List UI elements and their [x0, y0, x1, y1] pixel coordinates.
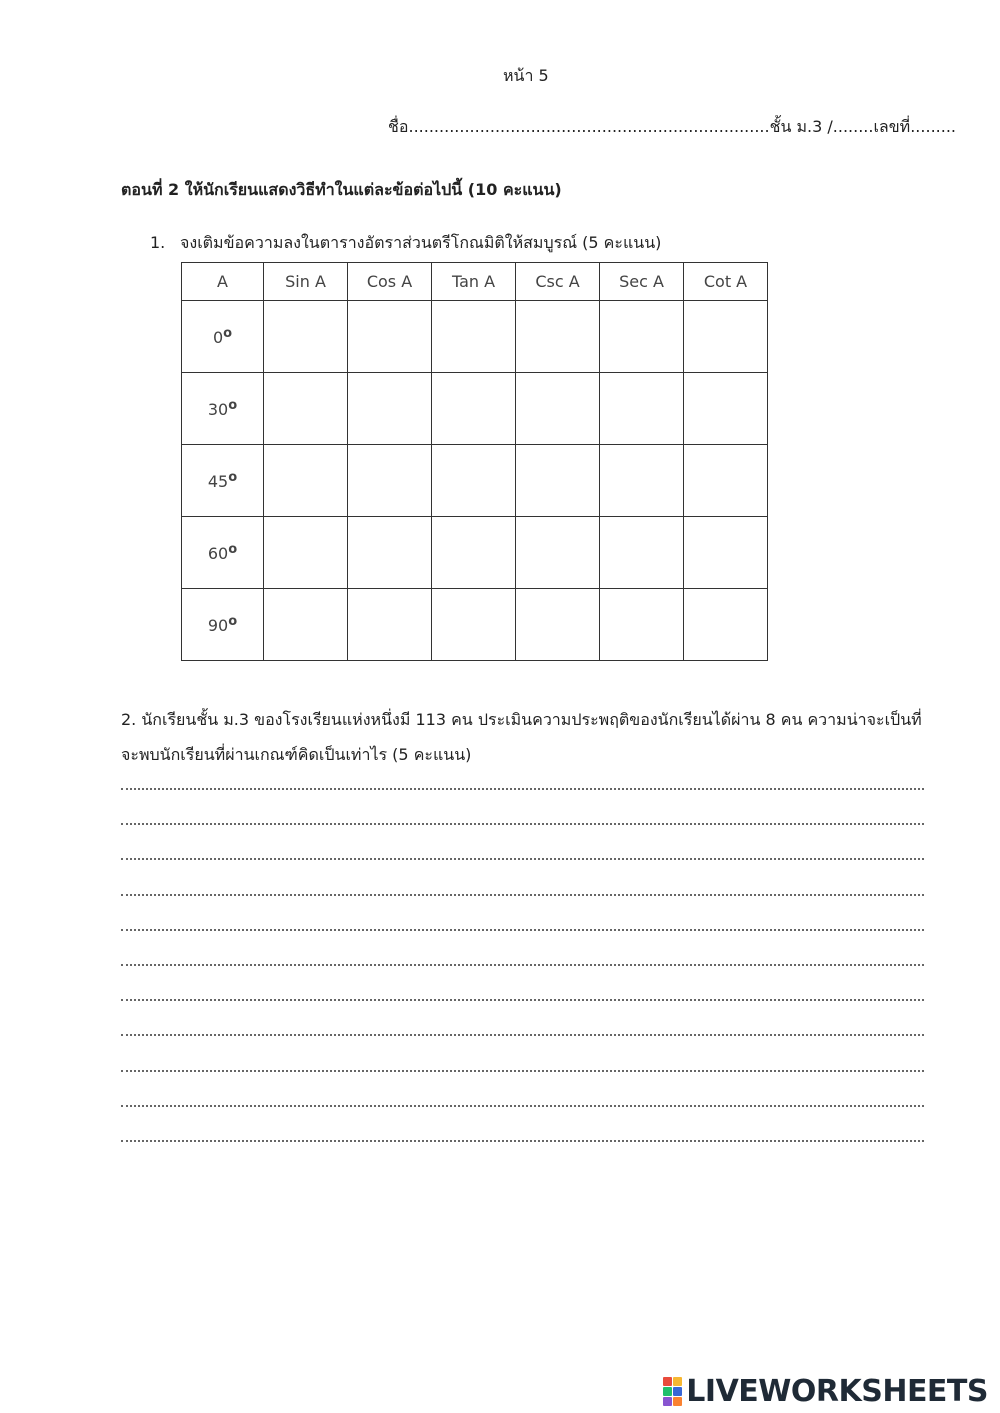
table-row [182, 301, 768, 373]
angle-value: 0 [212, 328, 224, 347]
answer-cell-tan[interactable] [432, 589, 516, 661]
header-sin: Sin A [264, 263, 348, 301]
answer-cell-csc[interactable] [516, 589, 600, 661]
page-number: หน้า 5 [503, 66, 549, 85]
answer-dotted-line[interactable] [121, 966, 924, 1001]
angle-cell [182, 445, 264, 517]
answer-cell-cos[interactable] [348, 589, 432, 661]
answer-cell-cos[interactable] [348, 517, 432, 589]
liveworksheets-logo-icon [663, 1377, 682, 1406]
answer-cell-sec[interactable] [600, 517, 684, 589]
answer-cell-sec[interactable] [600, 589, 684, 661]
answer-cell-sin[interactable] [264, 301, 348, 373]
answer-cell-csc[interactable] [516, 517, 600, 589]
answer-cell-tan[interactable] [432, 301, 516, 373]
degree-symbol: o [228, 614, 238, 629]
angle-value: 45 [207, 472, 229, 491]
answer-cell-cos[interactable] [348, 301, 432, 373]
answer-cell-sin[interactable] [264, 517, 348, 589]
header-cot: Cot A [684, 263, 768, 301]
answer-cell-cos[interactable] [348, 373, 432, 445]
section-title: ตอนที่ 2 ให้นักเรียนแสดงวิธีทำในแต่ละข้อต่อไปนี้ (10 คะแนน) [121, 180, 562, 199]
answer-cell-sin[interactable] [264, 373, 348, 445]
answer-dotted-line[interactable] [121, 790, 924, 825]
header-sec: Sec A [600, 263, 684, 301]
degree-symbol: o [228, 470, 238, 485]
answer-cell-cot[interactable] [684, 517, 768, 589]
answer-cell-tan[interactable] [432, 445, 516, 517]
answer-cell-cot[interactable] [684, 373, 768, 445]
answer-dotted-line[interactable] [121, 1107, 924, 1142]
student-info-line: ชื่อ.......................................................................ชั้น ม.3 /........เลขที่......... [388, 117, 956, 136]
answer-dotted-line[interactable] [121, 931, 924, 966]
angle-value: 90 [207, 616, 229, 635]
answer-cell-cot[interactable] [684, 589, 768, 661]
answer-dotted-line[interactable] [121, 825, 924, 860]
question-2-text: 2. นักเรียนชั้น ม.3 ของโรงเรียนแห่งหนึ่งมี 113 คน ประเมินความประพฤติของนักเรียนได้ผ่าน 8 คน ความน่าจะเป็นที่จะพบนักเรียนที่ผ่านเกณฑ์คิดเป็นเท่าไร (5 คะแนน) [121, 710, 922, 764]
answer-cell-csc[interactable] [516, 373, 600, 445]
answer-dotted-line[interactable] [121, 1001, 924, 1036]
answer-dotted-line[interactable] [121, 860, 924, 895]
table-row [182, 373, 768, 445]
answer-cell-csc[interactable] [516, 301, 600, 373]
answer-area[interactable] [121, 784, 924, 1142]
header-csc: Csc A [516, 263, 600, 301]
answer-cell-sin[interactable] [264, 445, 348, 517]
answer-cell-csc[interactable] [516, 445, 600, 517]
answer-cell-cot[interactable] [684, 301, 768, 373]
table-row [182, 517, 768, 589]
header-angle: A [182, 263, 264, 301]
angle-cell [182, 301, 264, 373]
liveworksheets-brand [663, 1374, 988, 1409]
trig-ratio-table [181, 262, 768, 661]
angle-value: 60 [207, 544, 229, 563]
answer-dotted-line[interactable] [121, 1072, 924, 1107]
answer-dotted-line[interactable] [121, 1036, 924, 1071]
question-1 [150, 231, 661, 256]
angle-cell [182, 589, 264, 661]
answer-cell-cos[interactable] [348, 445, 432, 517]
table-row [182, 589, 768, 661]
answer-cell-sin[interactable] [264, 589, 348, 661]
degree-symbol: o [228, 398, 238, 413]
answer-cell-sec[interactable] [600, 445, 684, 517]
answer-cell-sec[interactable] [600, 301, 684, 373]
answer-dotted-line[interactable] [121, 896, 924, 931]
angle-cell [182, 517, 264, 589]
answer-cell-cot[interactable] [684, 445, 768, 517]
question-1-text: จงเติมข้อความลงในตารางอัตราส่วนตรีโกณมิติให้สมบูรณ์ (5 คะแนน) [180, 233, 662, 252]
brand-name: LIVEWORKSHEETS [686, 1374, 988, 1409]
angle-cell [182, 373, 264, 445]
header-tan: Tan A [432, 263, 516, 301]
answer-cell-sec[interactable] [600, 373, 684, 445]
degree-symbol: o [228, 542, 238, 557]
question-1-number: 1. [150, 233, 166, 252]
header-cos: Cos A [348, 263, 432, 301]
degree-symbol: o [223, 326, 233, 341]
answer-cell-tan[interactable] [432, 373, 516, 445]
table-row [182, 445, 768, 517]
answer-cell-tan[interactable] [432, 517, 516, 589]
angle-value: 30 [207, 400, 229, 419]
table-header-row [182, 263, 768, 301]
